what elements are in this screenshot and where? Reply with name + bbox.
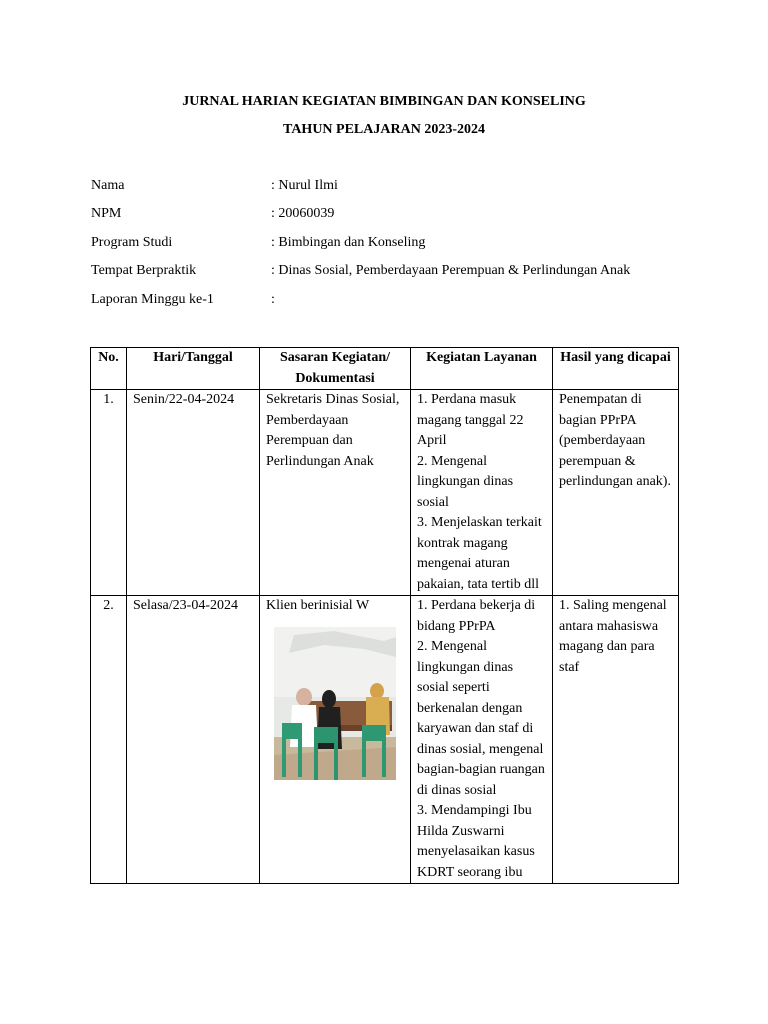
table-row	[91, 596, 679, 884]
table-row	[91, 390, 679, 596]
row-result: Penempatan di bagian PPrPA (pemberdayaan perempuan & perlindungan anak).	[553, 390, 679, 596]
journal-table	[90, 347, 679, 884]
info-value: : Bimbingan dan Konseling	[271, 234, 426, 250]
row-activity	[411, 596, 553, 884]
document-title: JURNAL HARIAN KEGIATAN BIMBINGAN DAN KONSELING	[182, 94, 586, 109]
activity-text: 1. Perdana masuk magang tanggal 22 April 2. Mengenal lingkungan dinas sosial 3. Menjelaskan terkait kontrak magang mengenai aturan pakaian, tata tertib dll	[417, 392, 542, 592]
header-no: No.	[91, 348, 127, 390]
info-label: Program Studi	[91, 234, 173, 250]
target-text: Klien berinisial W	[266, 598, 370, 613]
info-label: NPM	[91, 206, 122, 222]
header-hari-tanggal: Hari/Tanggal	[127, 348, 260, 390]
table-header-row	[91, 348, 679, 390]
header-sasaran-kegiatan: Sasaran Kegiatan/ Dokumentasi	[260, 348, 411, 390]
info-value: : 20060039	[271, 206, 335, 222]
info-value: : Dinas Sosial, Pemberdayaan Perempuan & Perlindungan Anak	[271, 263, 631, 279]
header-hasil: Hasil yang dicapai	[553, 348, 679, 390]
row-number: 1.	[91, 390, 127, 596]
info-value: :	[271, 291, 275, 307]
info-value: : Nurul Ilmi	[271, 178, 338, 193]
row-target: Sekretaris Dinas Sosial, Pemberdayaan Perempuan dan Perlindungan Anak	[260, 390, 411, 596]
row-result: 1. Saling mengenal antara mahasiswa magang dan para staf	[553, 596, 679, 884]
activity-text: 1. Perdana bekerja di bidang PPrPA 2. Mengenal lingkungan dinas sosial seperti berkenalan dengan karyawan dan staf di dinas sosial, mengenal bagian-bagian ruangan di dinas sosial 3. Mendampingi Ibu Hilda Zuswarni menyelasaikan kasus KDRT seorang ibu	[417, 598, 545, 880]
row-date: Senin/22-04-2024	[127, 390, 260, 596]
documentation-photo	[274, 627, 396, 780]
row-number: 2.	[91, 596, 127, 884]
row-activity	[411, 390, 553, 596]
header-kegiatan-layanan: Kegiatan Layanan	[411, 348, 553, 390]
row-date: Selasa/23-04-2024	[127, 596, 260, 884]
info-label: Tempat Berpraktik	[91, 263, 197, 279]
info-label: Nama	[91, 178, 125, 193]
row-target	[260, 596, 411, 884]
document-subtitle: TAHUN PELAJARAN 2023-2024	[283, 122, 485, 137]
info-label: Laporan Minggu ke-1	[91, 291, 214, 307]
